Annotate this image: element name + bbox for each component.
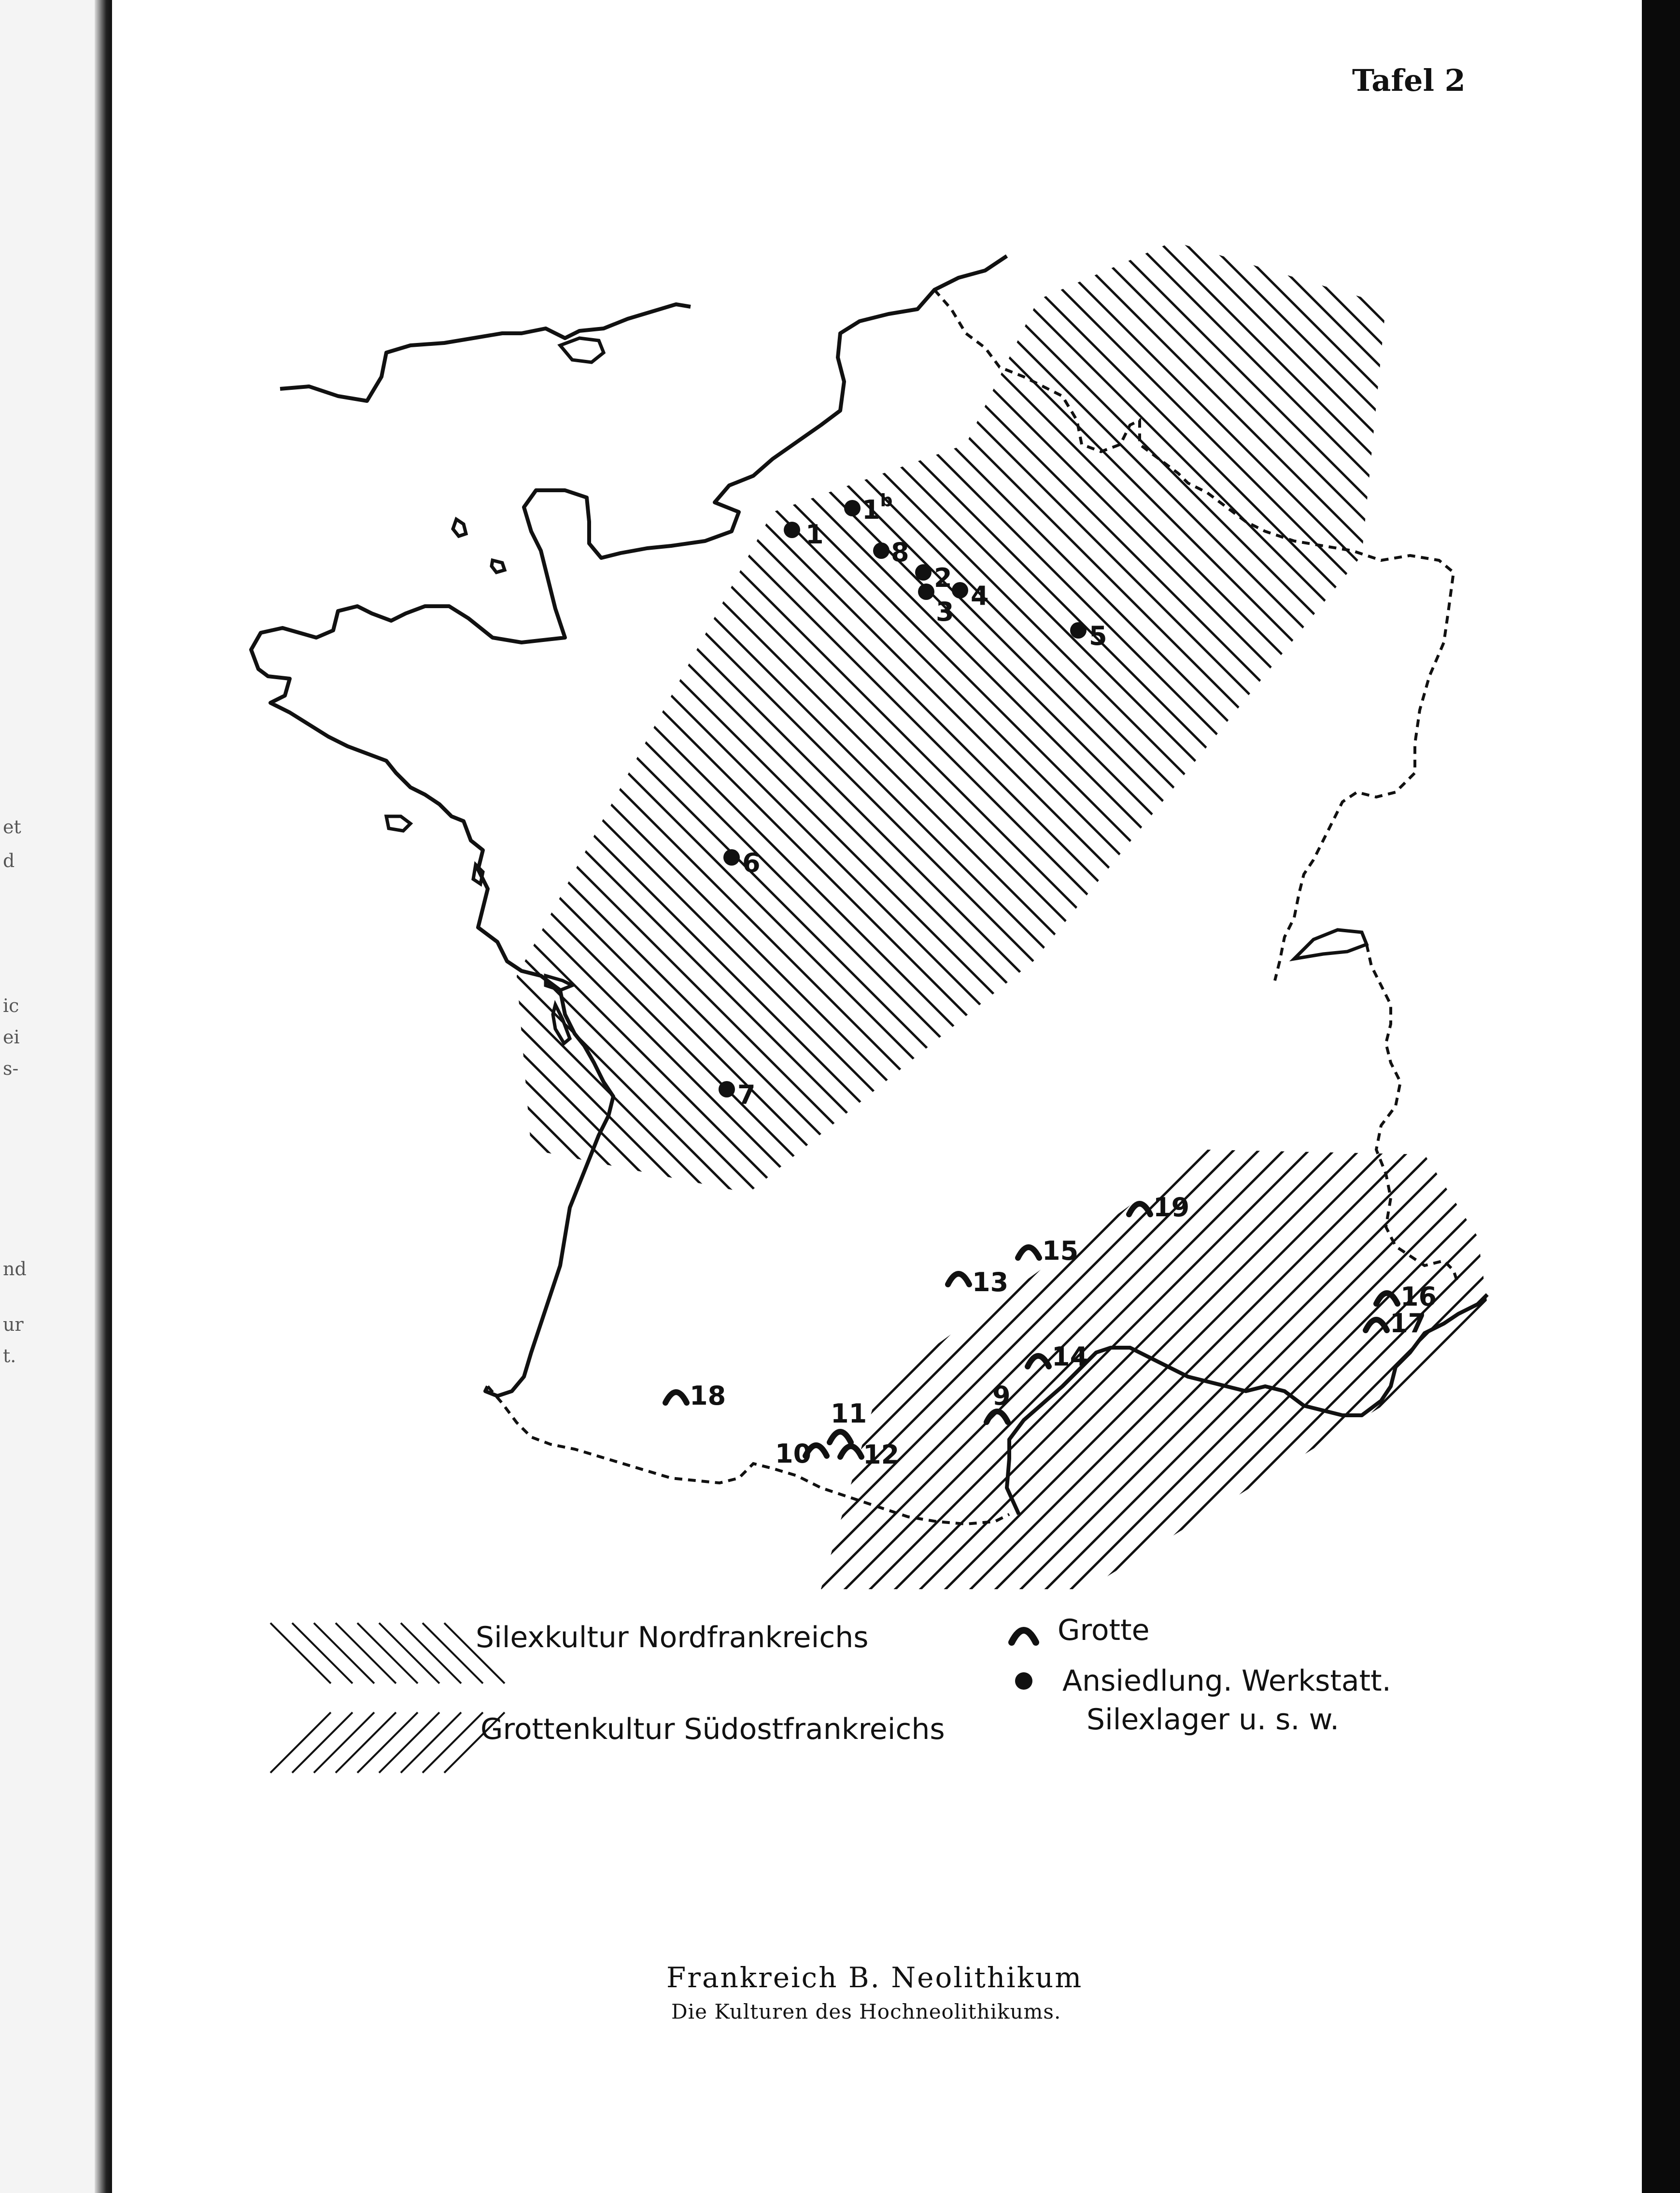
hatch-line [0, 0, 1111, 1449]
hatch-line [0, 0, 1087, 1449]
hatch-line [531, 0, 1680, 1449]
hatch-line [1018, 0, 1680, 1642]
hatch-line [918, 0, 1680, 1449]
site-label: 15 [1042, 1236, 1079, 1266]
hatch-line [1068, 0, 1680, 1642]
hatch-line [0, 0, 676, 1449]
hatch-line [616, 0, 1680, 1642]
hatch-line [0, 0, 748, 1449]
hatch-line [797, 0, 1680, 1449]
cave-sites [665, 1192, 1437, 1470]
hatch-line [1087, 0, 1680, 1449]
hatch-line [845, 0, 1680, 1449]
hatch-line [459, 0, 1680, 1449]
site-label: 13 [972, 1267, 1009, 1297]
margin-fragment: ur [3, 1314, 24, 1335]
hatch-line [748, 0, 1680, 1449]
site-label: 17 [1390, 1308, 1426, 1339]
hatch-line [666, 0, 1680, 1642]
grotte-marker [1028, 1356, 1049, 1367]
hatch-line [918, 0, 1680, 1642]
island-guernsey [492, 560, 505, 572]
hatch-line [0, 0, 1062, 1449]
hatch-line [64, 0, 1680, 1642]
hatch-line [0, 0, 977, 1642]
hatch-line [240, 0, 1680, 1642]
hatch-line [0, 0, 1183, 1449]
site-label: 3 [936, 597, 954, 627]
legend-grotte-label: Grotte [1058, 1613, 1150, 1647]
site-label-superscript: b [880, 491, 893, 511]
hatch-line [1319, 0, 1680, 1642]
hatch-line [290, 0, 1680, 1449]
hatch-line [390, 0, 1680, 1642]
legend-grotten-label: Grottenkultur Südostfrankreichs [480, 1712, 945, 1746]
hatch-line [0, 0, 724, 1449]
hatch-line [842, 0, 1680, 1642]
hatch-line [742, 0, 1680, 1642]
island-belle-ile [386, 816, 410, 831]
grotte-marker [665, 1392, 687, 1403]
hatch-line [700, 0, 1680, 1449]
hatch-line [265, 0, 1680, 1642]
hatch-line [0, 0, 990, 1449]
grotte-marker [830, 1432, 851, 1442]
legend-silex-swatch [270, 1623, 505, 1683]
settlement-marker [844, 500, 861, 516]
hatch-line [386, 0, 1680, 1449]
hatch-line [968, 0, 1680, 1642]
hatch-line [767, 0, 1680, 1642]
legend-settlement-label-line2: Silexlager u. s. w. [1087, 1703, 1340, 1737]
hatch-line [893, 0, 1680, 1449]
hatch-line [0, 0, 1256, 1449]
hatch-line [0, 0, 628, 1449]
hatch-line [338, 0, 1680, 1449]
hatch-line [1062, 0, 1680, 1449]
hatch-line [0, 0, 1028, 1642]
hatch-line [717, 0, 1680, 1642]
grotte-marker [1018, 1247, 1039, 1258]
lake-geneva [1294, 930, 1367, 959]
hatch-line [0, 0, 1014, 1449]
hatch-line [435, 0, 1680, 1449]
margin-fragment: t. [3, 1345, 16, 1367]
hatch-line [466, 0, 1680, 1642]
hatch-line [507, 0, 1680, 1449]
hatch-line [993, 0, 1680, 1642]
hatch-line [0, 0, 773, 1449]
site-label: 18 [690, 1381, 726, 1411]
hatch-line [0, 0, 1207, 1449]
margin-fragment: d [3, 850, 15, 871]
plate-number: Tafel 2 [1352, 63, 1466, 98]
settlement-marker [1070, 622, 1087, 639]
hatch-line [410, 0, 1680, 1449]
hatch-line [164, 0, 1680, 1642]
hatch-line [193, 0, 1642, 1449]
hatch-line [0, 0, 902, 1642]
legend-grotten-swatch [270, 1712, 505, 1773]
hatch-line [0, 0, 652, 1449]
settlement-marker [723, 849, 740, 866]
hatch-line [0, 0, 676, 1642]
land-border-alps [1367, 944, 1458, 1285]
island-noirmoutier [473, 865, 483, 884]
hatch-line [1169, 0, 1680, 1642]
hatch-line [0, 0, 952, 1642]
hatch-line [892, 0, 1680, 1642]
hatch-line [692, 0, 1680, 1642]
site-label: 7 [737, 1080, 756, 1110]
hatch-line [89, 0, 1680, 1642]
english-coast [280, 304, 691, 401]
hatch-line [1111, 0, 1680, 1449]
hatch-line [579, 0, 1680, 1449]
hatch-line [990, 0, 1680, 1449]
hatch-line [365, 0, 1680, 1642]
hatch-line [0, 0, 701, 1642]
grotte-marker [948, 1274, 969, 1284]
settlement-marker [918, 584, 934, 600]
site-label: 11 [831, 1398, 867, 1429]
hatch-line [966, 0, 1680, 1449]
hatch-line [145, 0, 1594, 1449]
legend-silex-label: Silexkultur Nordfrankreichs [476, 1621, 869, 1654]
site-label: 4 [971, 581, 989, 611]
site-label: 6 [742, 848, 761, 878]
site-label: 12 [863, 1439, 900, 1470]
hatch-line [0, 0, 751, 1642]
hatch-line [0, 0, 942, 1449]
hatch-line [1093, 0, 1680, 1642]
legend [270, 1613, 1391, 1773]
hatch-line [0, 0, 869, 1449]
hatch-line [0, 0, 579, 1449]
island-jersey [453, 519, 466, 536]
settlement-dot-icon [1015, 1672, 1032, 1690]
hatch-line [39, 0, 1680, 1642]
site-label: 5 [1089, 621, 1107, 651]
hatch-line [214, 0, 1680, 1642]
hatch-line [1144, 0, 1680, 1642]
hatch-line [821, 0, 1680, 1449]
margin-fragment: ei [3, 1026, 20, 1048]
caption-subtitle: Die Kulturen des Hochneolithikums. [671, 2000, 1061, 2023]
hatch-line [217, 0, 1666, 1449]
hatch-line [0, 0, 821, 1449]
hatch-line [1294, 0, 1680, 1642]
legend-settlement-label-line1: Ansiedlung. Werkstatt. [1062, 1664, 1391, 1698]
hatch-line [0, 0, 893, 1449]
hatch-line [169, 0, 1618, 1449]
hatch-line [1244, 0, 1680, 1642]
settlement-marker [784, 522, 800, 538]
hatch-line [1344, 0, 1680, 1642]
hatch-line [189, 0, 1680, 1642]
hatch-line [817, 0, 1680, 1642]
site-label: 1 [805, 519, 824, 550]
hatch-line [14, 0, 1655, 1642]
hatch-line [652, 0, 1680, 1449]
settlement-marker [873, 542, 889, 559]
hatch-line [0, 0, 1159, 1449]
coastline [251, 256, 1007, 1396]
hatch-line [0, 0, 604, 1449]
hatch-line [266, 0, 1680, 1449]
hatch-line [0, 0, 1231, 1449]
site-label: 8 [891, 537, 909, 568]
land-border-north-east [934, 290, 1454, 981]
hatch-line [241, 0, 1680, 1449]
caption-title: Frankreich B. Neolithikum [666, 1961, 1083, 1994]
margin-fragment: nd [3, 1258, 27, 1280]
hatch-line [314, 0, 1680, 1449]
hatch-line [1014, 0, 1680, 1449]
site-label: 9 [992, 1381, 1011, 1411]
grotte-symbol-icon [1012, 1630, 1036, 1642]
hatch-line [0, 0, 918, 1449]
hatch-line [483, 0, 1680, 1449]
hatch-line [566, 0, 1680, 1642]
site-label: 10 [775, 1438, 812, 1469]
hatch-line [1194, 0, 1680, 1642]
grotte-marker [1366, 1320, 1387, 1330]
hatch-line [1118, 0, 1680, 1642]
site-label: 19 [1153, 1192, 1190, 1223]
margin-fragment: ic [3, 995, 19, 1016]
hatch-line [792, 0, 1680, 1642]
settlement-marker [719, 1081, 735, 1097]
grotte-marker [840, 1446, 861, 1457]
site-label: 16 [1400, 1282, 1437, 1312]
margin-fragment: et [3, 816, 21, 838]
grotte-marker [987, 1411, 1008, 1422]
hatch-line [139, 0, 1680, 1642]
hatch-line [48, 0, 1497, 1449]
hatch-line [942, 0, 1680, 1449]
hatch-line [24, 0, 1473, 1449]
settlement-marker [952, 582, 968, 598]
margin-fragment: s- [3, 1058, 19, 1079]
hatch-line [0, 0, 1038, 1449]
site-label: 2 [934, 563, 952, 593]
grotte-marker [1129, 1204, 1150, 1214]
site-label: 14 [1052, 1341, 1088, 1372]
hatch-line [1135, 0, 1680, 1449]
site-label: 1$^b$ [862, 491, 893, 525]
settlement-marker [915, 564, 932, 581]
hatch-line [362, 0, 1680, 1449]
hatch-line [604, 0, 1680, 1449]
hatch-line [1269, 0, 1680, 1642]
hatch-line [0, 0, 726, 1642]
hatch-line [0, 0, 700, 1449]
hatch-line [0, 0, 877, 1642]
isle-of-wight [560, 338, 604, 362]
hatch-line [114, 0, 1680, 1642]
hatch-line [0, 0, 845, 1449]
